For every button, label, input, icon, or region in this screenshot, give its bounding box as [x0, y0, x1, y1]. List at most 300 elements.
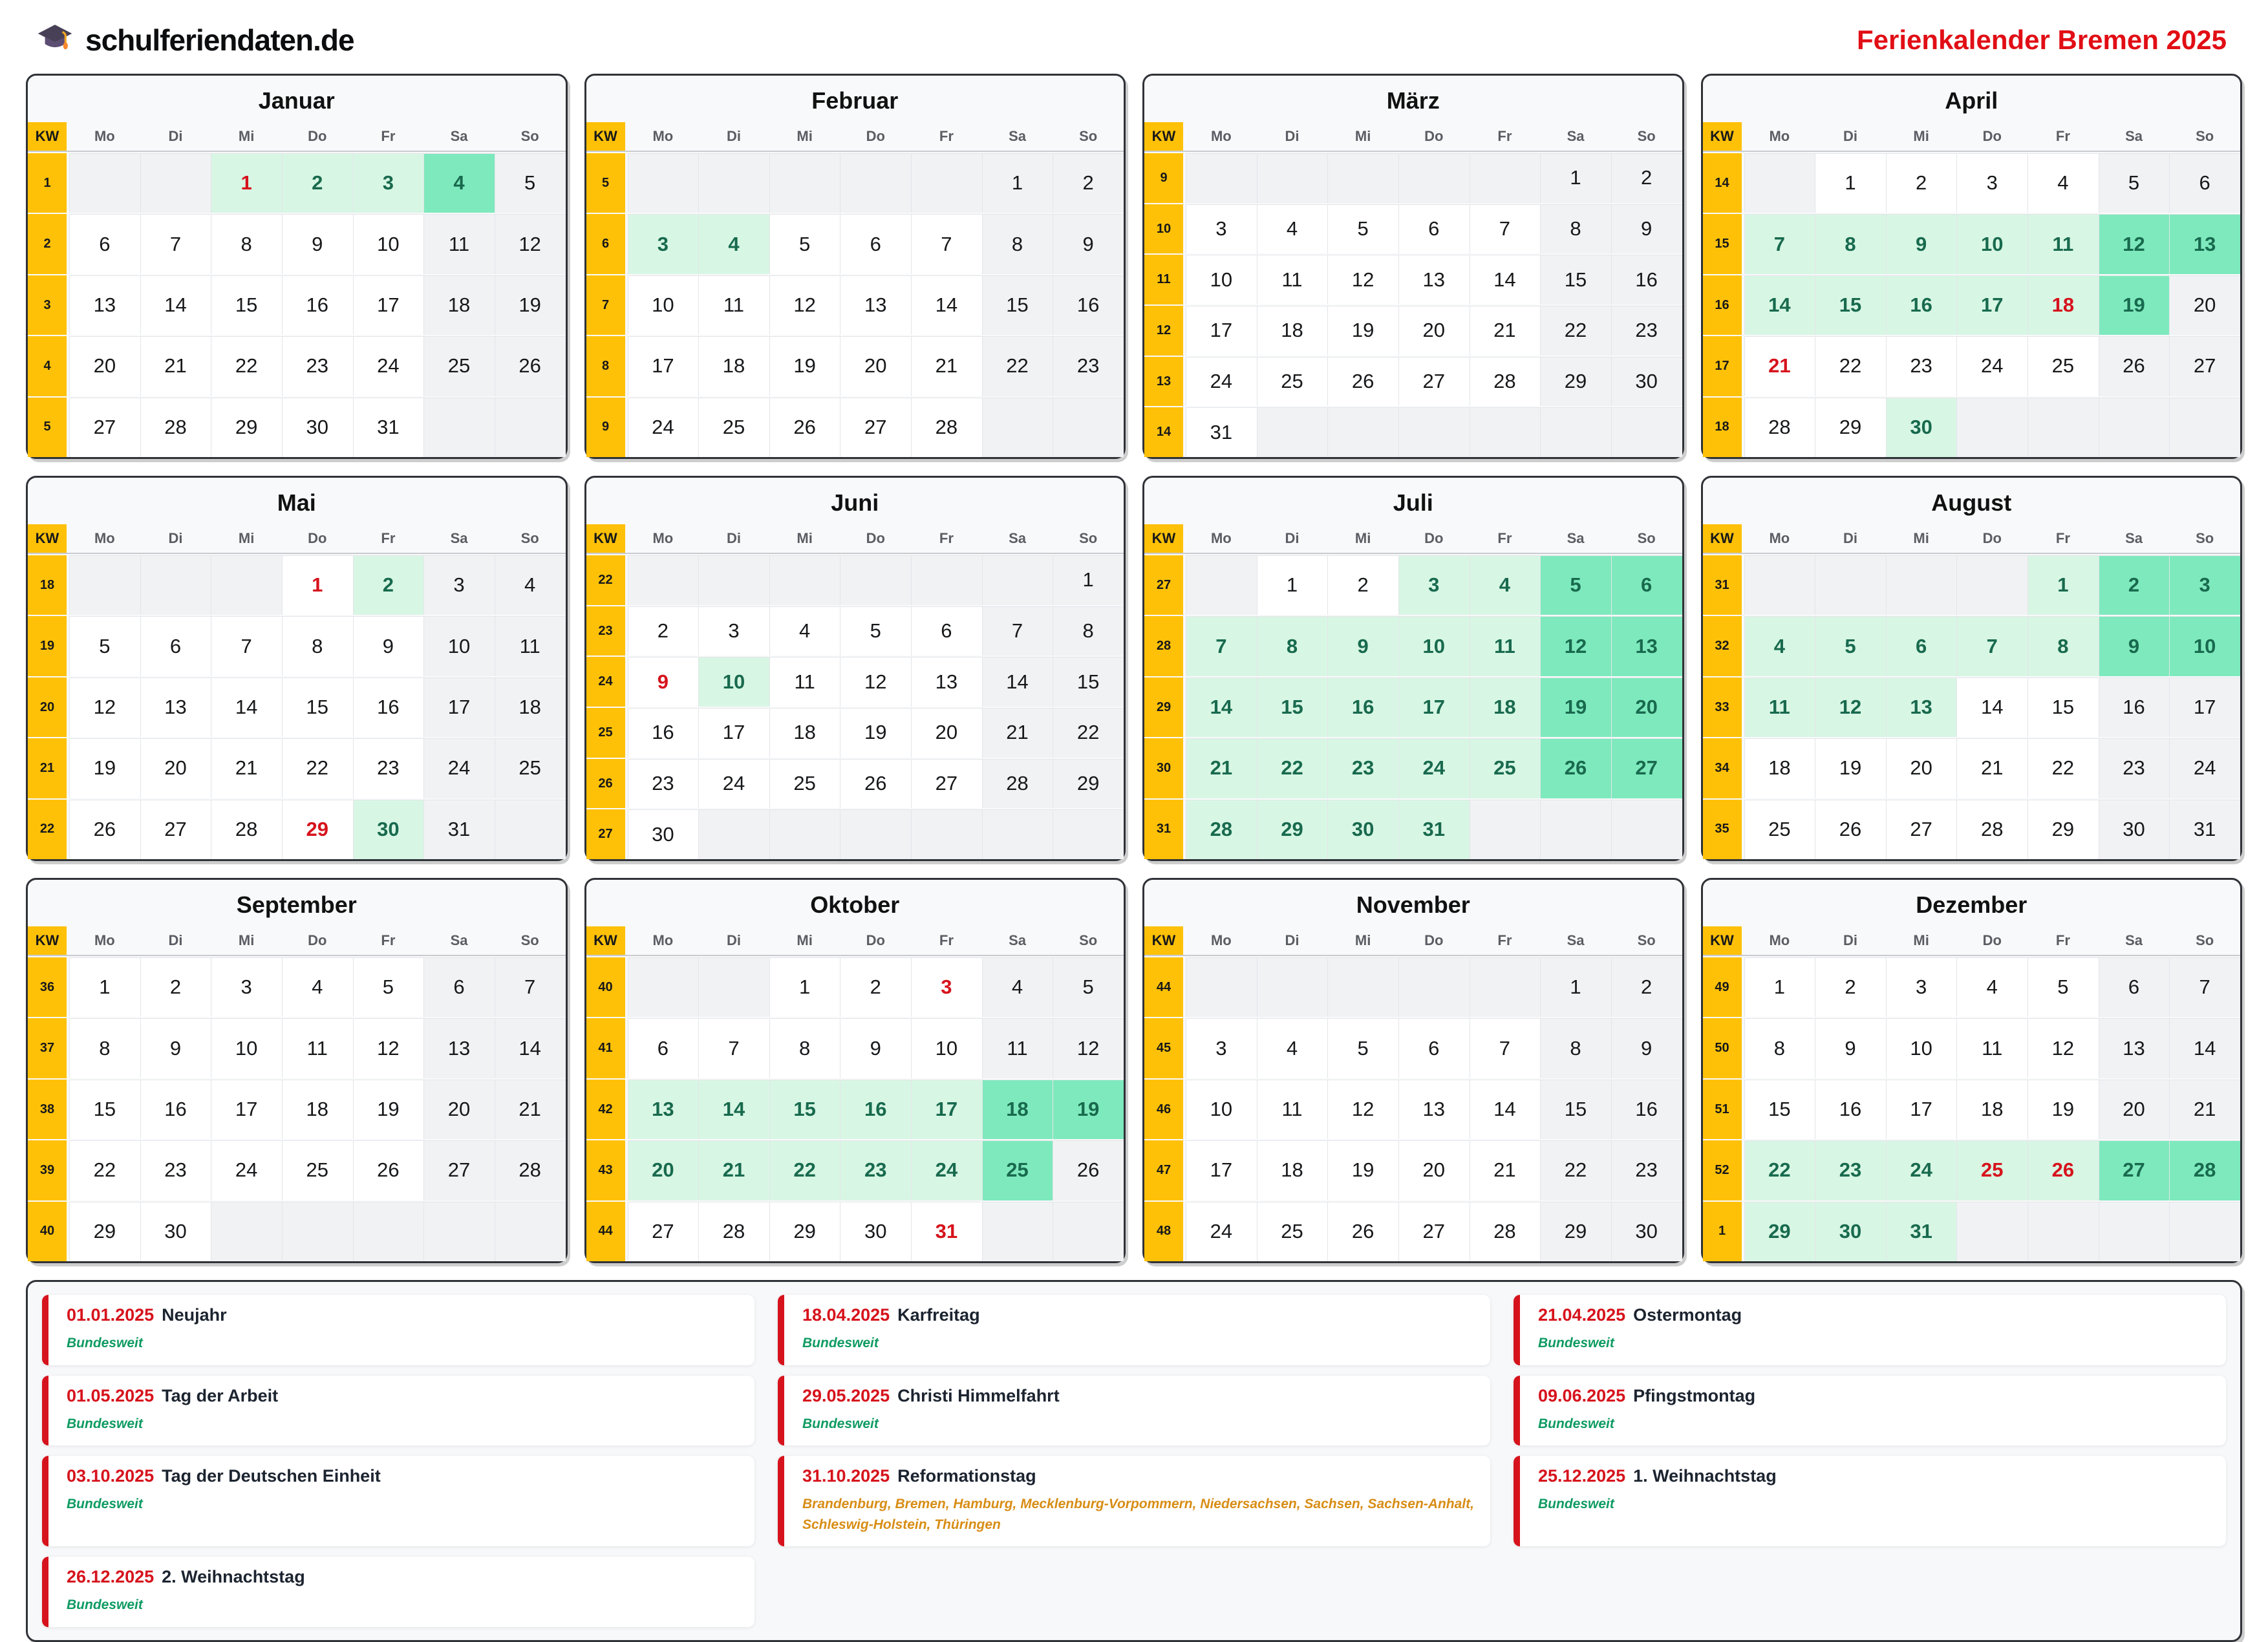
day-cell: [495, 398, 566, 457]
day-header-so: So: [520, 530, 539, 546]
day-header-fr: Fr: [939, 128, 954, 144]
week-row: [586, 758, 1124, 809]
month-header-row: [586, 524, 1124, 554]
day-cell: 4: [769, 606, 840, 656]
kw-cell: 25: [586, 708, 628, 758]
day-cell: 26: [840, 759, 911, 809]
day-cell: 21: [911, 336, 982, 396]
day-cell: [1540, 800, 1611, 859]
kw-cell: 49: [1703, 957, 1744, 1017]
day-cell: 2: [1611, 957, 1682, 1017]
week-row: [1703, 1017, 2241, 1078]
day-cell: 18: [495, 677, 566, 737]
day-cell: 3: [423, 555, 495, 615]
day-header-fr: Fr: [2055, 932, 2070, 948]
day-cell: 13: [140, 677, 211, 737]
day-cell: 6: [423, 957, 495, 1017]
day-header-do: Do: [308, 530, 327, 546]
day-header-mo: Mo: [94, 128, 115, 144]
month-card-juli: [1142, 476, 1684, 861]
day-header-sa: Sa: [1567, 128, 1585, 144]
day-cell: [1956, 398, 2027, 457]
day-cell: 21: [140, 336, 211, 396]
kw-cell: 37: [28, 1018, 69, 1078]
week-row: [28, 1200, 566, 1261]
day-cell: 29: [1053, 759, 1124, 809]
day-cell: 26: [353, 1140, 424, 1200]
day-cell: [423, 398, 495, 457]
day-cell: 22: [769, 1140, 840, 1200]
month-title: Mai: [277, 489, 316, 516]
day-cell: 8: [1257, 616, 1328, 676]
week-row: [586, 554, 1124, 605]
kw-cell: 29: [1144, 677, 1186, 737]
week-row: [586, 152, 1124, 213]
day-header-fr: Fr: [381, 128, 396, 144]
day-cell: 6: [1611, 555, 1682, 615]
day-cell: 4: [1257, 1018, 1328, 1078]
day-cell: 1: [282, 555, 353, 615]
day-header-mi: Mi: [797, 128, 813, 144]
day-cell: 23: [628, 759, 699, 809]
day-cell: 14: [1956, 677, 2027, 737]
day-cell: 1: [1053, 555, 1124, 605]
day-cell: 11: [1744, 677, 1815, 737]
day-cell: 20: [2169, 275, 2240, 335]
legend-scope: Bundesweit: [1538, 1336, 1614, 1350]
kw-column-header: KW: [1144, 122, 1186, 151]
day-cell: [140, 555, 211, 615]
day-cell: 14: [698, 1080, 769, 1139]
day-cell: 18: [423, 275, 495, 335]
day-cell: 25: [495, 738, 566, 798]
day-header-di: Di: [1843, 530, 1857, 546]
month-card-september: [26, 878, 568, 1263]
day-cell: [1053, 809, 1124, 859]
day-header-di: Di: [1843, 128, 1857, 144]
day-cell: 14: [1186, 677, 1257, 737]
day-cell: 9: [1815, 1018, 1886, 1078]
day-cell: 15: [1257, 677, 1328, 737]
day-cell: 28: [1186, 800, 1257, 859]
legend-holiday-name: Pfingstmontag: [1633, 1385, 1756, 1405]
day-cell: 8: [1540, 204, 1611, 254]
day-cell: 13: [628, 1080, 699, 1139]
legend-date: 31.10.2025: [802, 1466, 890, 1486]
day-cell: 28: [1470, 1202, 1541, 1261]
day-cell: 3: [1186, 204, 1257, 254]
day-header-sa: Sa: [1009, 128, 1026, 144]
legend-item: [1514, 1376, 2226, 1446]
day-cell: [1257, 957, 1328, 1017]
day-cell: 30: [140, 1202, 211, 1261]
day-cell: 23: [1815, 1140, 1886, 1200]
day-cell: 22: [1257, 738, 1328, 798]
legend-date: 18.04.2025: [802, 1305, 890, 1325]
page-title: Ferienkalender Bremen 2025: [1857, 25, 2227, 55]
day-cell: 8: [1053, 606, 1124, 656]
day-header-so: So: [2196, 530, 2214, 546]
day-header-di: Di: [726, 128, 741, 144]
day-cell: [982, 809, 1053, 859]
kw-cell: 10: [1144, 204, 1186, 254]
day-cell: [495, 1202, 566, 1261]
kw-cell: 50: [1703, 1018, 1744, 1078]
kw-cell: 43: [586, 1140, 628, 1200]
month-title: Februar: [811, 87, 899, 114]
kw-column-header: KW: [586, 122, 628, 151]
legend-item: [1514, 1295, 2226, 1365]
legend-scope: Brandenburg, Bremen, Hamburg, Mecklenburg-Vorpommern, Niedersachsen, Sachsen, Sachsen-Anhalt, Schleswig-Holstein, Thüringen: [802, 1497, 1474, 1532]
day-cell: 24: [698, 759, 769, 809]
legend-date: 25.12.2025: [1538, 1466, 1626, 1486]
kw-cell: 47: [1144, 1140, 1186, 1200]
day-cell: 5: [69, 616, 140, 676]
day-cell: 26: [1540, 738, 1611, 798]
legend-item: [778, 1295, 1490, 1365]
day-header-do: Do: [866, 932, 885, 948]
day-cell: 10: [1186, 1080, 1257, 1139]
legend-date: 26.12.2025: [67, 1567, 155, 1586]
day-cell: 17: [2169, 677, 2240, 737]
day-cell: [1886, 555, 1957, 615]
legend-scope: Bundesweit: [802, 1416, 879, 1431]
legend-item-line: [67, 1466, 739, 1486]
day-cell: 8: [769, 1018, 840, 1078]
week-row: [1703, 554, 2241, 615]
day-cell: 6: [2099, 957, 2170, 1017]
week-row: [586, 707, 1124, 758]
day-header-di: Di: [168, 530, 183, 546]
day-cell: 11: [1257, 1080, 1328, 1139]
day-cell: 11: [1470, 616, 1541, 676]
day-cell: 13: [2169, 214, 2240, 273]
day-header-mo: Mo: [1210, 530, 1232, 546]
day-header-fr: Fr: [939, 932, 954, 948]
kw-cell: 13: [1144, 357, 1186, 407]
day-header-fr: Fr: [2055, 530, 2070, 546]
day-cell: 22: [1540, 1140, 1611, 1200]
holiday-legend: [26, 1280, 2242, 1642]
legend-item-line: [1538, 1305, 2210, 1325]
day-cell: 9: [1886, 214, 1957, 273]
week-row: [1144, 253, 1682, 304]
legend-date: 03.10.2025: [67, 1466, 155, 1486]
months-grid: [26, 74, 2242, 1263]
day-cell: 5: [353, 957, 424, 1017]
day-cell: 15: [1744, 1080, 1815, 1139]
day-cell: 13: [69, 275, 140, 335]
day-cell: 10: [353, 214, 424, 273]
legend-item-line: [67, 1305, 739, 1325]
day-cell: 22: [1744, 1140, 1815, 1200]
day-cell: 20: [1398, 306, 1470, 356]
day-cell: 27: [1398, 1202, 1470, 1261]
day-cell: 26: [2027, 1140, 2099, 1200]
day-cell: 26: [69, 800, 140, 859]
day-cell: 20: [911, 708, 982, 758]
day-header-do: Do: [308, 128, 327, 144]
day-header-di: Di: [726, 530, 741, 546]
day-cell: [282, 1202, 353, 1261]
day-cell: 30: [1327, 800, 1398, 859]
day-cell: 19: [1327, 1140, 1398, 1200]
day-cell: 5: [840, 606, 911, 656]
day-cell: 10: [1886, 1018, 1957, 1078]
month-card-august: [1701, 476, 2243, 861]
day-cell: 1: [1257, 555, 1328, 615]
legend-grid: [42, 1295, 2226, 1627]
day-cell: [2169, 398, 2240, 457]
month-card-märz: [1142, 74, 1684, 459]
day-header-mo: Mo: [1769, 932, 1790, 948]
site-logo[interactable]: [36, 20, 354, 61]
day-cell: 21: [1186, 738, 1257, 798]
legend-holiday-name: Tag der Arbeit: [162, 1385, 279, 1405]
kw-cell: 33: [1703, 677, 1744, 737]
day-cell: 26: [769, 398, 840, 457]
day-header-so: So: [1079, 932, 1098, 948]
day-cell: 16: [1327, 677, 1398, 737]
day-cell: 3: [353, 153, 424, 213]
kw-cell: 46: [1144, 1080, 1186, 1139]
day-cell: 14: [2169, 1018, 2240, 1078]
day-cell: 31: [1186, 407, 1257, 457]
kw-cell: 17: [1703, 336, 1744, 396]
week-row: [28, 554, 566, 615]
day-cell: 27: [911, 759, 982, 809]
legend-scope: Bundesweit: [67, 1497, 143, 1511]
day-cell: [353, 1202, 424, 1261]
day-cell: 3: [628, 214, 699, 273]
week-row: [1144, 1139, 1682, 1200]
day-cell: 28: [211, 800, 282, 859]
legend-item: [778, 1456, 1490, 1546]
day-cell: 17: [211, 1080, 282, 1139]
day-cell: 21: [2169, 1080, 2240, 1139]
kw-cell: 1: [1703, 1202, 1744, 1261]
day-cell: 12: [2099, 214, 2170, 273]
month-title: Juli: [1393, 489, 1433, 516]
day-cell: 5: [1540, 555, 1611, 615]
day-cell: 14: [211, 677, 282, 737]
day-cell: 15: [1815, 275, 1886, 335]
day-cell: 30: [840, 1202, 911, 1261]
kw-cell: 52: [1703, 1140, 1744, 1200]
legend-item: [42, 1557, 754, 1627]
day-cell: 9: [353, 616, 424, 676]
day-cell: 31: [911, 1202, 982, 1261]
day-cell: 10: [423, 616, 495, 676]
day-header-do: Do: [1982, 128, 2002, 144]
month-card-mai: [26, 476, 568, 861]
day-cell: 24: [353, 336, 424, 396]
month-title: Juni: [831, 489, 879, 516]
day-header-do: Do: [866, 128, 885, 144]
week-row: [1144, 406, 1682, 457]
day-cell: 6: [1398, 204, 1470, 254]
day-cell: [1470, 153, 1541, 203]
day-cell: 7: [495, 957, 566, 1017]
week-row: [586, 656, 1124, 707]
day-cell: 13: [1398, 1080, 1470, 1139]
week-row: [28, 274, 566, 335]
day-cell: 11: [698, 275, 769, 335]
month-card-februar: [584, 74, 1126, 459]
day-cell: 9: [1053, 214, 1124, 273]
day-header-mi: Mi: [1913, 128, 1929, 144]
legend-item: [42, 1376, 754, 1446]
day-cell: 2: [2099, 555, 2170, 615]
day-cell: 10: [1956, 214, 2027, 273]
legend-date: 01.01.2025: [67, 1305, 155, 1325]
legend-date: 09.06.2025: [1538, 1385, 1626, 1405]
day-header-so: So: [520, 128, 539, 144]
week-row: [1703, 1078, 2241, 1139]
month-title: Januar: [258, 87, 335, 114]
month-body: [1703, 554, 2241, 859]
day-cell: 13: [423, 1018, 495, 1078]
day-header-so: So: [2196, 932, 2214, 948]
day-cell: 12: [840, 657, 911, 707]
day-cell: 4: [423, 153, 495, 213]
week-row: [28, 213, 566, 273]
legend-item: [1514, 1456, 2226, 1546]
day-cell: [840, 555, 911, 605]
day-cell: 6: [140, 616, 211, 676]
day-cell: 2: [140, 957, 211, 1017]
day-header-di: Di: [1285, 530, 1300, 546]
day-cell: 25: [1470, 738, 1541, 798]
kw-cell: 30: [1144, 738, 1186, 798]
day-header-sa: Sa: [450, 530, 468, 546]
day-cell: 17: [911, 1080, 982, 1139]
day-cell: [1398, 407, 1470, 457]
kw-column-header: KW: [28, 122, 69, 151]
day-cell: 1: [769, 957, 840, 1017]
day-cell: 29: [1815, 398, 1886, 457]
day-cell: 19: [1053, 1080, 1124, 1139]
day-cell: 12: [1327, 1080, 1398, 1139]
day-header-di: Di: [168, 932, 183, 948]
day-cell: 27: [628, 1202, 699, 1261]
week-row: [1144, 737, 1682, 798]
kw-cell: 32: [1703, 616, 1744, 676]
kw-cell: 27: [586, 809, 628, 859]
month-title: März: [1386, 87, 1440, 114]
day-cell: 13: [840, 275, 911, 335]
day-header-do: Do: [1424, 932, 1444, 948]
day-cell: 2: [1886, 153, 1957, 213]
header-bar: [26, 17, 2242, 63]
week-row: [1144, 356, 1682, 407]
legend-item-line: [1538, 1466, 2210, 1486]
day-cell: 1: [1815, 153, 1886, 213]
month-title: Oktober: [810, 891, 900, 918]
day-cell: 4: [1257, 204, 1328, 254]
day-cell: 5: [1327, 1018, 1398, 1078]
day-cell: 29: [69, 1202, 140, 1261]
day-header-di: Di: [168, 128, 183, 144]
day-cell: [2099, 398, 2170, 457]
kw-cell: 31: [1144, 800, 1186, 859]
day-cell: 8: [2027, 616, 2099, 676]
day-cell: 19: [1540, 677, 1611, 737]
day-cell: [769, 809, 840, 859]
month-card-juni: [584, 476, 1126, 861]
week-row: [28, 737, 566, 798]
day-cell: 15: [282, 677, 353, 737]
legend-holiday-name: Ostermontag: [1633, 1305, 1742, 1325]
kw-cell: 31: [1703, 555, 1744, 615]
day-cell: 30: [1611, 1202, 1682, 1261]
month-header-row: [28, 122, 566, 152]
day-cell: 1: [69, 957, 140, 1017]
day-cell: 13: [1886, 677, 1957, 737]
day-cell: [1611, 800, 1682, 859]
day-cell: 11: [2027, 214, 2099, 273]
month-body: [1144, 152, 1682, 457]
day-header-do: Do: [866, 530, 885, 546]
legend-date: 29.05.2025: [802, 1385, 890, 1405]
day-cell: 27: [2099, 1140, 2170, 1200]
day-cell: 28: [1470, 357, 1541, 407]
kw-cell: 22: [28, 800, 69, 859]
day-cell: [1053, 398, 1124, 457]
day-cell: [911, 809, 982, 859]
day-cell: 2: [1815, 957, 1886, 1017]
day-cell: 17: [1186, 306, 1257, 356]
day-cell: 18: [982, 1080, 1053, 1139]
day-cell: [911, 153, 982, 213]
day-cell: 2: [353, 555, 424, 615]
day-cell: 30: [1815, 1202, 1886, 1261]
day-cell: 14: [140, 275, 211, 335]
day-cell: 2: [628, 606, 699, 656]
day-cell: 19: [769, 336, 840, 396]
day-cell: 25: [1257, 357, 1328, 407]
day-cell: 18: [1257, 1140, 1328, 1200]
day-cell: 20: [2099, 1080, 2170, 1139]
day-cell: [982, 555, 1053, 605]
day-header-mi: Mi: [238, 530, 255, 546]
day-cell: 15: [211, 275, 282, 335]
kw-cell: 18: [28, 555, 69, 615]
kw-cell: 35: [1703, 800, 1744, 859]
day-cell: 27: [2169, 336, 2240, 396]
legend-scope: Bundesweit: [1538, 1416, 1614, 1431]
day-cell: 24: [1956, 336, 2027, 396]
kw-cell: 23: [586, 606, 628, 656]
day-cell: 28: [1956, 800, 2027, 859]
month-header-row: [28, 524, 566, 554]
week-row: [1144, 798, 1682, 859]
kw-cell: 22: [586, 555, 628, 605]
week-row: [1703, 1200, 2241, 1261]
day-cell: [1398, 957, 1470, 1017]
legend-scope: Bundesweit: [67, 1416, 143, 1431]
day-cell: 7: [1470, 204, 1541, 254]
day-cell: 22: [211, 336, 282, 396]
kw-column-header: KW: [1144, 524, 1186, 553]
day-header-mo: Mo: [94, 530, 115, 546]
week-row: [586, 605, 1124, 656]
day-header-fr: Fr: [381, 932, 396, 948]
week-row: [586, 396, 1124, 457]
day-cell: 29: [1257, 800, 1328, 859]
day-cell: 3: [1186, 1018, 1257, 1078]
day-cell: 26: [1327, 1202, 1398, 1261]
